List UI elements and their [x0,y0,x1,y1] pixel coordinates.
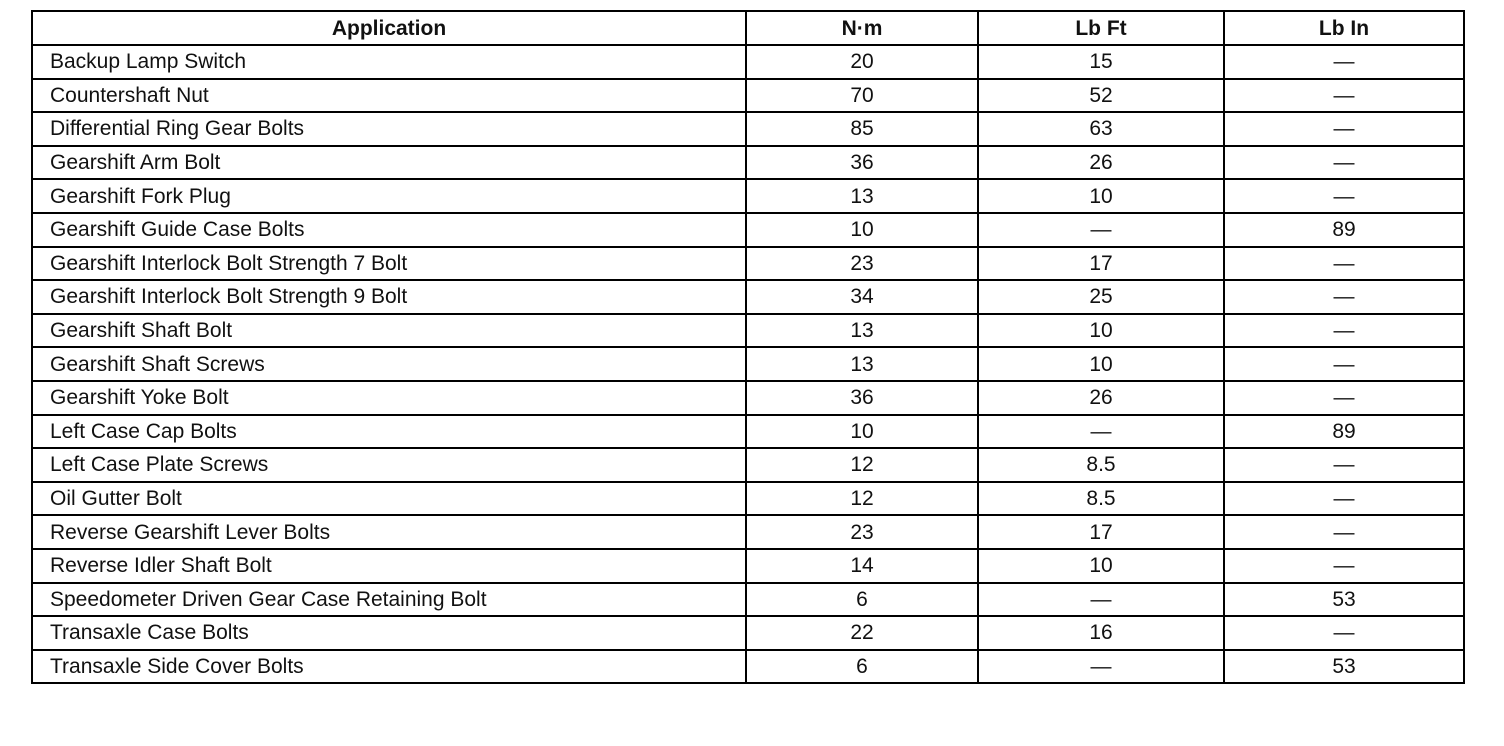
cell-lbft: — [978,415,1224,449]
cell-nm: 22 [746,616,978,650]
cell-nm: 36 [746,381,978,415]
cell-application: Left Case Plate Screws [32,448,746,482]
cell-application: Differential Ring Gear Bolts [32,112,746,146]
table-row [32,482,1464,516]
cell-nm: 13 [746,179,978,213]
cell-lbin: — [1224,45,1464,79]
cell-nm: 36 [746,146,978,180]
cell-lbin: — [1224,247,1464,281]
cell-lbin: — [1224,616,1464,650]
cell-lbin: 53 [1224,583,1464,617]
cell-lbin: 53 [1224,650,1464,684]
cell-nm: 14 [746,549,978,583]
table-row [32,616,1464,650]
cell-application: Gearshift Shaft Bolt [32,314,746,348]
cell-lbin: 89 [1224,213,1464,247]
table-row [32,79,1464,113]
cell-nm: 13 [746,314,978,348]
cell-lbft: 8.5 [978,482,1224,516]
cell-application: Countershaft Nut [32,79,746,113]
cell-lbft: 10 [978,179,1224,213]
cell-lbft: 26 [978,381,1224,415]
cell-lbft: — [978,650,1224,684]
column-header-lbin: Lb In [1224,11,1464,45]
cell-lbin: — [1224,482,1464,516]
table-row [32,347,1464,381]
table-row [32,45,1464,79]
cell-lbin: — [1224,179,1464,213]
table-header [32,11,1464,45]
table-row [32,549,1464,583]
table-row [32,280,1464,314]
cell-lbin: — [1224,381,1464,415]
cell-lbft: 10 [978,549,1224,583]
cell-lbft: 26 [978,146,1224,180]
cell-lbft: 52 [978,79,1224,113]
cell-nm: 12 [746,448,978,482]
cell-lbft: 25 [978,280,1224,314]
cell-lbin: — [1224,314,1464,348]
cell-lbin: — [1224,347,1464,381]
cell-nm: 23 [746,515,978,549]
cell-nm: 34 [746,280,978,314]
cell-application: Oil Gutter Bolt [32,482,746,516]
cell-lbft: 15 [978,45,1224,79]
cell-application: Gearshift Interlock Bolt Strength 7 Bolt [32,247,746,281]
table-row [32,381,1464,415]
cell-lbin: — [1224,515,1464,549]
table-row [32,515,1464,549]
cell-nm: 85 [746,112,978,146]
cell-application: Gearshift Guide Case Bolts [32,213,746,247]
table-row [32,415,1464,449]
table-row [32,179,1464,213]
table-row [32,448,1464,482]
column-header-nm: N·m [746,11,978,45]
table-row [32,247,1464,281]
table-row [32,314,1464,348]
cell-lbft: 63 [978,112,1224,146]
cell-application: Left Case Cap Bolts [32,415,746,449]
cell-lbin: — [1224,448,1464,482]
cell-lbin: — [1224,112,1464,146]
cell-lbft: 17 [978,515,1224,549]
table-row [32,213,1464,247]
cell-application: Gearshift Yoke Bolt [32,381,746,415]
table-row [32,112,1464,146]
header-row [32,11,1464,45]
cell-application: Gearshift Arm Bolt [32,146,746,180]
table-body [32,45,1464,683]
cell-application: Backup Lamp Switch [32,45,746,79]
column-header-application: Application [32,11,746,45]
cell-lbin: — [1224,79,1464,113]
cell-nm: 10 [746,415,978,449]
cell-nm: 23 [746,247,978,281]
cell-nm: 10 [746,213,978,247]
table-row [32,146,1464,180]
cell-nm: 6 [746,583,978,617]
table-row [32,583,1464,617]
cell-application: Gearshift Fork Plug [32,179,746,213]
cell-lbin: — [1224,549,1464,583]
cell-nm: 6 [746,650,978,684]
cell-lbin: — [1224,280,1464,314]
cell-lbin: — [1224,146,1464,180]
cell-lbin: 89 [1224,415,1464,449]
cell-nm: 20 [746,45,978,79]
cell-lbft: — [978,213,1224,247]
cell-application: Reverse Idler Shaft Bolt [32,549,746,583]
cell-nm: 70 [746,79,978,113]
torque-spec-table [31,10,1465,684]
cell-application: Gearshift Shaft Screws [32,347,746,381]
column-header-lbft: Lb Ft [978,11,1224,45]
cell-nm: 12 [746,482,978,516]
cell-lbft: — [978,583,1224,617]
table-row [32,650,1464,684]
cell-lbft: 17 [978,247,1224,281]
cell-lbft: 10 [978,347,1224,381]
cell-lbft: 10 [978,314,1224,348]
cell-application: Reverse Gearshift Lever Bolts [32,515,746,549]
cell-application: Gearshift Interlock Bolt Strength 9 Bolt [32,280,746,314]
cell-application: Speedometer Driven Gear Case Retaining Bolt [32,583,746,617]
cell-lbft: 8.5 [978,448,1224,482]
cell-lbft: 16 [978,616,1224,650]
cell-nm: 13 [746,347,978,381]
cell-application: Transaxle Case Bolts [32,616,746,650]
cell-application: Transaxle Side Cover Bolts [32,650,746,684]
